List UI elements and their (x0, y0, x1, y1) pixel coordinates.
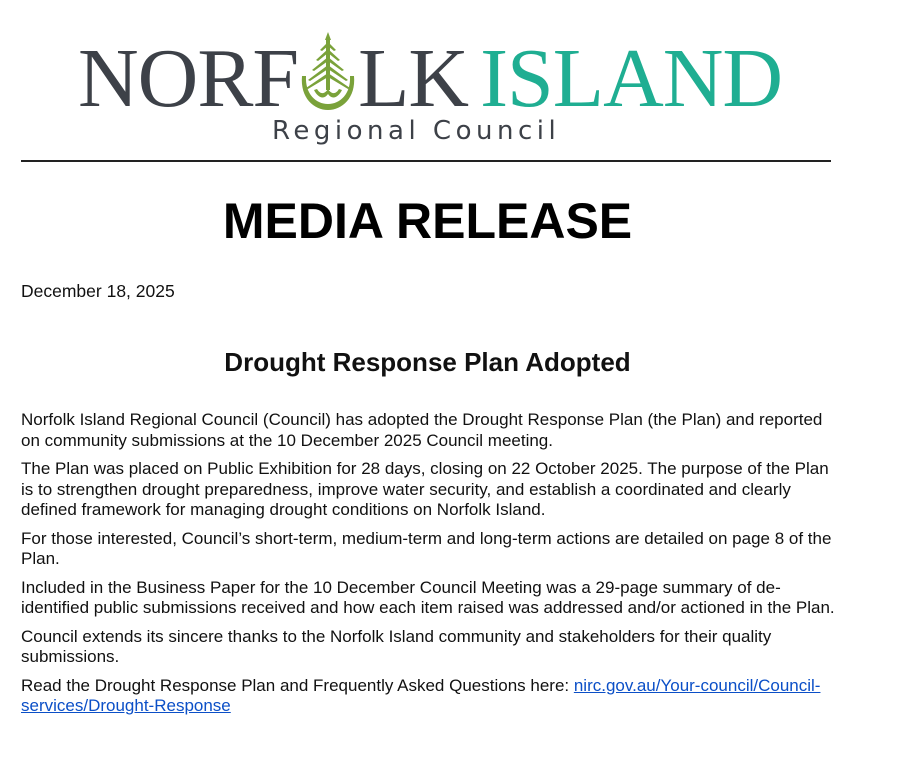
body-paragraph-4: Included in the Business Paper for the 10 December Council Meeting was a 29-page summary of de-identified public submissions received and how each item raised was addressed and/or actioned in the Plan. (21, 577, 835, 617)
drought-response-link[interactable]: nirc.gov.au/Your-council/Council-services/Drought-Response (21, 675, 821, 715)
body-paragraph-1: Norfolk Island Regional Council (Council) has adopted the Drought Response Plan (the Plan) and reported on community submissions at the 10 December 2025 Council meeting. (21, 410, 823, 450)
logo-wordmark (78, 32, 783, 125)
logo-text-island: ISLAND (480, 32, 783, 125)
release-body (21, 410, 836, 725)
closing-paragraph (21, 676, 836, 717)
body-paragraph-2: The Plan was placed on Public Exhibition for 28 days, closing on 22 October 2025. The purpose of the Plan is to strengthen drought preparedness, improve water security, and establish a coordinated and clearly defined framework for managing drought conditions on Norfolk Island. (21, 459, 829, 519)
logo-text-norf: NORF (78, 32, 299, 125)
release-title: Drought Response Plan Adopted (224, 347, 631, 377)
norfolk-pine-icon (296, 32, 360, 112)
header-divider (21, 160, 831, 162)
council-logo (70, 14, 790, 154)
closing-text: Read the Drought Response Plan and Frequently Asked Questions here: (21, 675, 574, 695)
release-date: December 18, 2025 (21, 281, 175, 301)
body-paragraph-3: For those interested, Council’s short-term, medium-term and long-term actions are detailed on page 8 of the Plan. (21, 528, 832, 568)
logo-text-lk: LK (358, 32, 469, 125)
body-paragraph-5: Council extends its sincere thanks to the Norfolk Island community and stakeholders for their quality submissions. (21, 626, 772, 666)
logo-subtitle: Regional Council (272, 116, 561, 146)
media-release-heading: MEDIA RELEASE (222, 193, 633, 249)
